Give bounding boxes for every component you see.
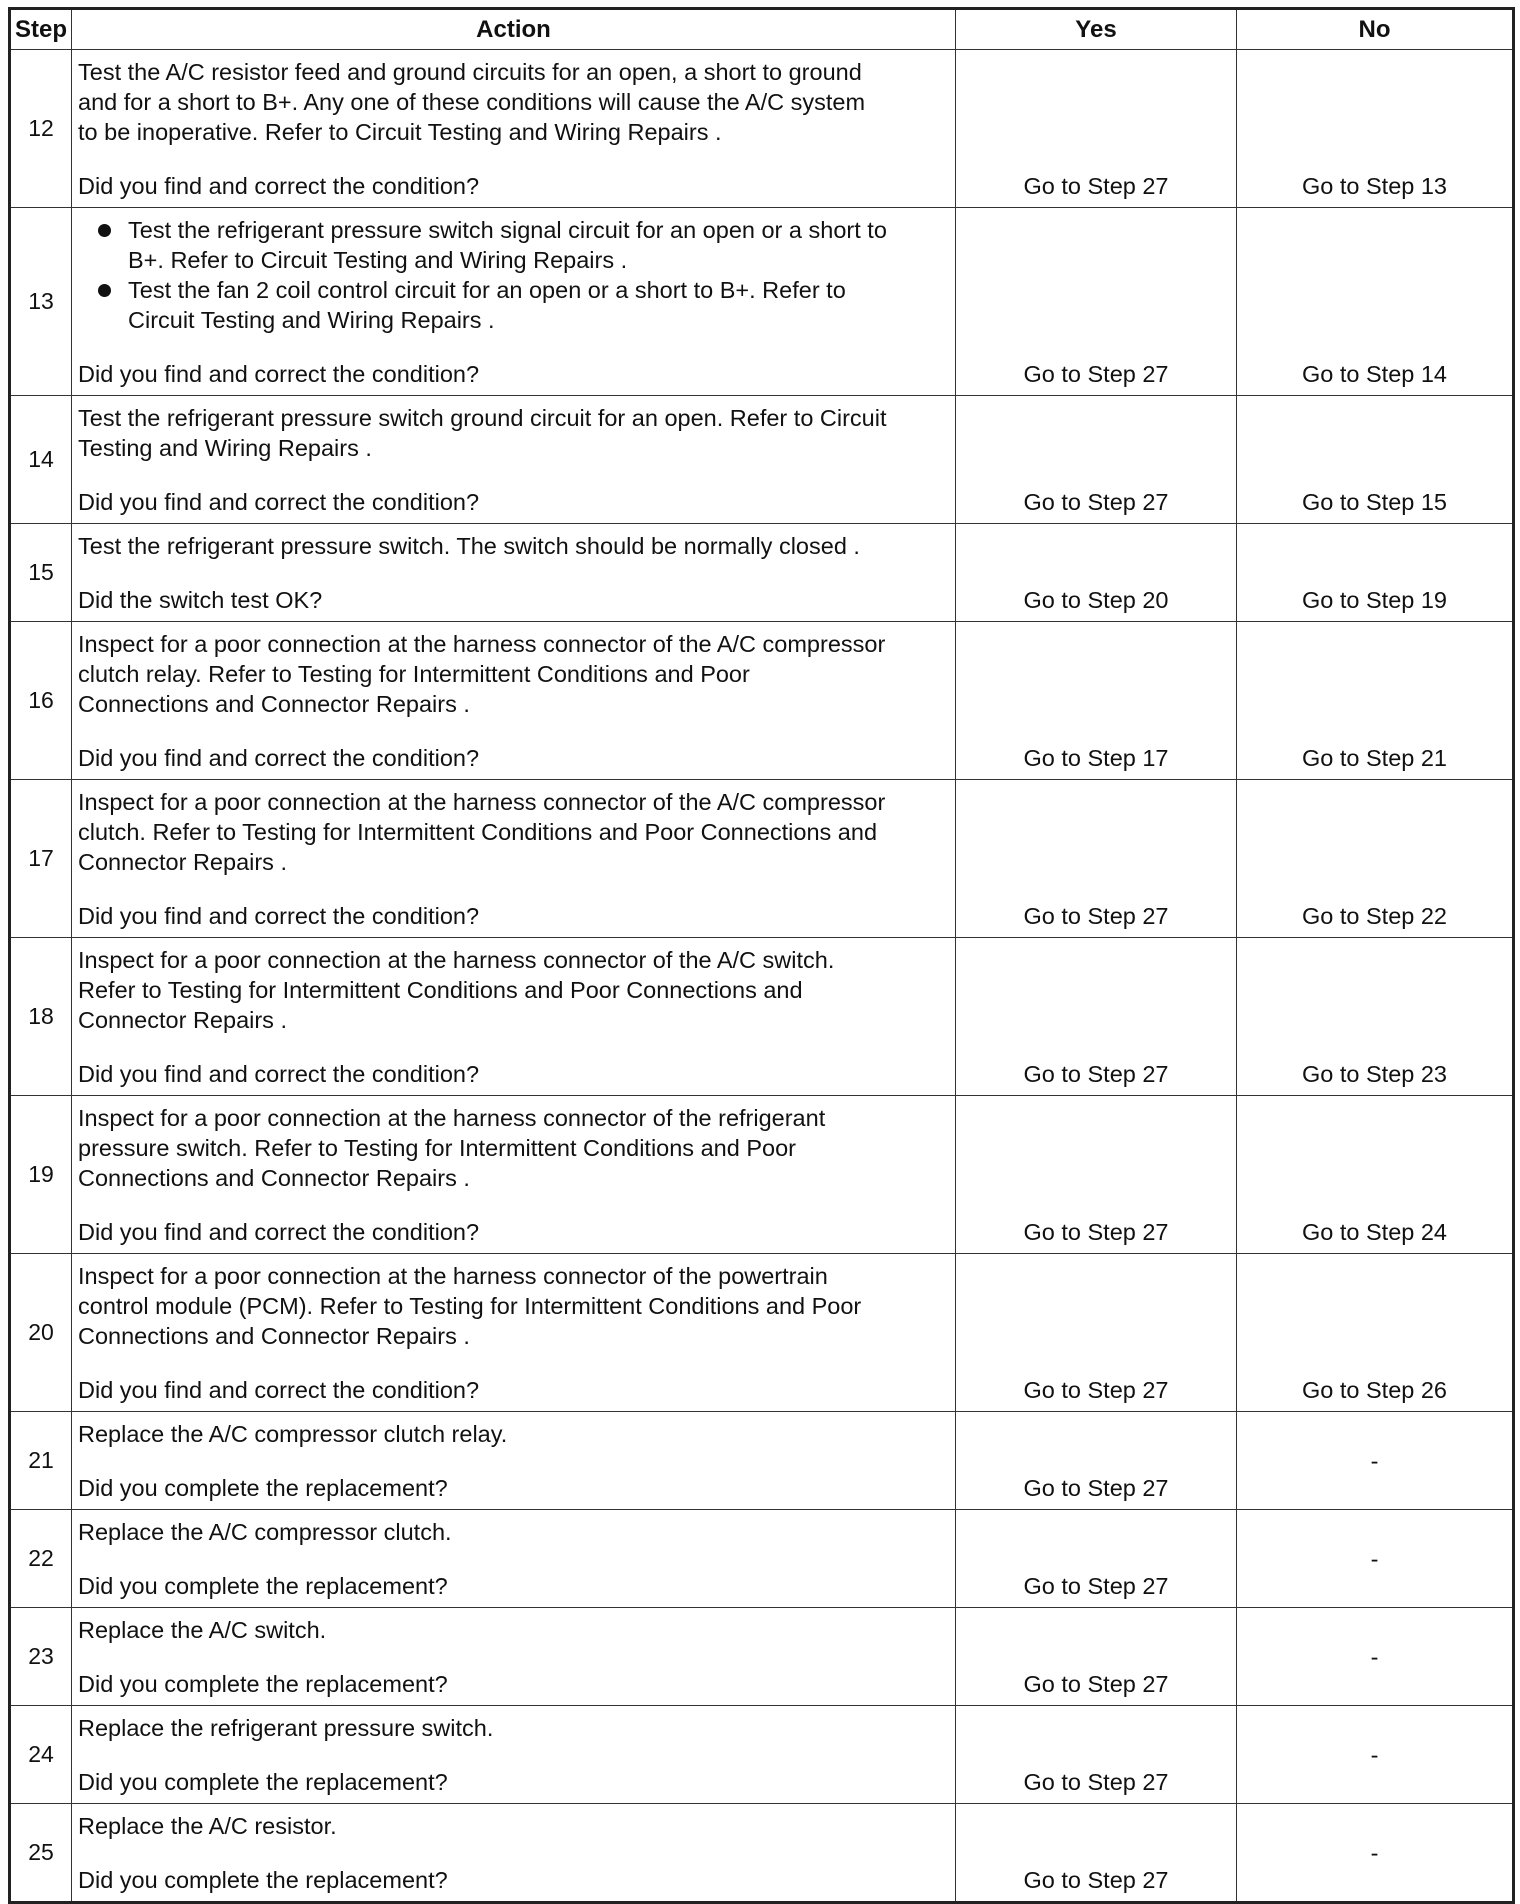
action-cell <box>72 622 956 780</box>
table-body <box>10 50 1514 1903</box>
yes-result-text: Go to Step 27 <box>1023 489 1169 515</box>
step-number: 24 <box>10 1706 72 1804</box>
yes-result <box>956 780 1237 938</box>
bullet-icon <box>98 224 111 237</box>
no-result-text: Go to Step 15 <box>1301 489 1448 515</box>
table-row <box>10 1254 1514 1412</box>
yes-result-text: Go to Step 20 <box>1023 587 1169 613</box>
table-row <box>10 1096 1514 1254</box>
action-cell <box>72 1412 956 1510</box>
action-content <box>78 1510 949 1607</box>
no-result <box>1237 1254 1514 1412</box>
yes-result <box>956 1608 1237 1706</box>
step-number: 22 <box>10 1510 72 1608</box>
action-content <box>78 938 949 1095</box>
action-instruction: Replace the refrigerant pressure switch. <box>78 1715 494 1741</box>
yes-result <box>956 396 1237 524</box>
no-result <box>1237 524 1514 622</box>
step-number: 17 <box>10 780 72 938</box>
action-instruction: Replace the A/C switch. <box>78 1617 327 1643</box>
yes-result-text: Go to Step 27 <box>1023 1867 1169 1893</box>
action-cell <box>72 1608 956 1706</box>
yes-result <box>956 524 1237 622</box>
yes-result-text: Go to Step 27 <box>1023 903 1169 929</box>
action-instruction: Test the A/C resistor feed and ground circuits for an open, a short to ground and for a short to B+. Any one of these conditions will cause the A/C system to be inoperative. Refer to Circuit Testing and Wiring Repairs . <box>78 59 866 145</box>
table-row <box>10 1412 1514 1510</box>
action-cell <box>72 780 956 938</box>
no-result-text: Go to Step 26 <box>1301 1377 1448 1403</box>
action-question: Did you complete the replacement? <box>78 1475 448 1501</box>
no-result <box>1237 1804 1514 1903</box>
action-cell <box>72 1804 956 1903</box>
action-question: Did you find and correct the condition? <box>78 1061 480 1087</box>
action-content <box>78 50 949 207</box>
yes-result <box>956 1804 1237 1903</box>
action-content <box>78 1096 949 1253</box>
action-question: Did you complete the replacement? <box>78 1769 448 1795</box>
action-content <box>78 1412 949 1509</box>
action-instruction: Inspect for a poor connection at the harness connector of the A/C compressor clutch relay. Refer to Testing for Intermittent Conditions and Poor Connections and Connector Repairs . <box>78 631 886 717</box>
yes-result <box>956 1412 1237 1510</box>
action-instruction: Test the refrigerant pressure switch ground circuit for an open. Refer to Circuit Testing and Wiring Repairs . <box>78 405 887 461</box>
yes-result <box>956 1254 1237 1412</box>
yes-result <box>956 1510 1237 1608</box>
table-row <box>10 1706 1514 1804</box>
no-result <box>1237 1412 1514 1510</box>
action-question: Did you find and correct the condition? <box>78 173 480 199</box>
step-number: 19 <box>10 1096 72 1254</box>
table-header <box>10 9 1514 50</box>
no-result <box>1237 622 1514 780</box>
action-cell <box>72 1096 956 1254</box>
no-result <box>1237 1510 1514 1608</box>
no-result-text: Go to Step 22 <box>1301 903 1448 929</box>
no-result-text: - <box>1370 1545 1379 1572</box>
step-number: 21 <box>10 1412 72 1510</box>
step-number: 20 <box>10 1254 72 1412</box>
no-result-text: - <box>1370 1741 1379 1768</box>
no-result-text: Go to Step 24 <box>1301 1219 1448 1245</box>
yes-result-text: Go to Step 27 <box>1023 173 1169 199</box>
action-bullet-text: Test the refrigerant pressure switch signal circuit for an open or a short to B+. Refer to Circuit Testing and Wiring Repairs . <box>128 217 887 273</box>
yes-result-text: Go to Step 27 <box>1023 1061 1169 1087</box>
step-number: 23 <box>10 1608 72 1706</box>
step-number: 14 <box>10 396 72 524</box>
step-number: 25 <box>10 1804 72 1903</box>
no-result <box>1237 1706 1514 1804</box>
table-row <box>10 1804 1514 1903</box>
action-question: Did you complete the replacement? <box>78 1671 448 1697</box>
yes-result <box>956 1096 1237 1254</box>
step-number: 16 <box>10 622 72 780</box>
action-question: Did you find and correct the condition? <box>78 489 480 515</box>
step-number: 13 <box>10 208 72 396</box>
no-result-text: - <box>1370 1839 1379 1866</box>
yes-result-text: Go to Step 27 <box>1023 1573 1169 1599</box>
no-result-text: Go to Step 13 <box>1301 173 1448 199</box>
action-instruction: Replace the A/C resistor. <box>78 1813 337 1839</box>
yes-result-text: Go to Step 27 <box>1023 1377 1169 1403</box>
table-row <box>10 396 1514 524</box>
yes-result <box>956 622 1237 780</box>
no-result-text: - <box>1370 1447 1379 1474</box>
no-result <box>1237 208 1514 396</box>
action-content <box>78 1706 949 1803</box>
step-number: 18 <box>10 938 72 1096</box>
action-cell <box>72 208 956 396</box>
action-instruction: Inspect for a poor connection at the harness connector of the refrigerant pressure switch. Refer to Testing for Intermittent Conditions and Poor Connections and Connector Repairs . <box>78 1105 826 1191</box>
table-row <box>10 780 1514 938</box>
action-cell <box>72 396 956 524</box>
header-no: No <box>1237 9 1514 50</box>
action-content <box>78 1608 949 1705</box>
action-content <box>78 780 949 937</box>
action-question: Did you find and correct the condition? <box>78 1377 480 1403</box>
action-question: Did you find and correct the condition? <box>78 745 480 771</box>
table-row <box>10 208 1514 396</box>
table-row <box>10 50 1514 208</box>
table-row <box>10 938 1514 1096</box>
header-yes: Yes <box>956 9 1237 50</box>
no-result-text: - <box>1370 1643 1379 1670</box>
no-result <box>1237 1096 1514 1254</box>
action-cell <box>72 524 956 622</box>
action-instruction: Replace the A/C compressor clutch relay. <box>78 1421 508 1447</box>
yes-result-text: Go to Step 27 <box>1023 1475 1169 1501</box>
action-question: Did you find and correct the condition? <box>78 1219 480 1245</box>
action-bullet-text: Test the fan 2 coil control circuit for an open or a short to B+. Refer to Circuit Testing and Wiring Repairs . <box>128 277 846 333</box>
yes-result-text: Go to Step 27 <box>1023 361 1169 387</box>
table-row <box>10 622 1514 780</box>
yes-result-text: Go to Step 17 <box>1023 745 1169 771</box>
action-question: Did you find and correct the condition? <box>78 361 480 387</box>
no-result <box>1237 938 1514 1096</box>
action-question: Did you complete the replacement? <box>78 1867 448 1893</box>
yes-result-text: Go to Step 27 <box>1023 1219 1169 1245</box>
yes-result-text: Go to Step 27 <box>1023 1769 1169 1795</box>
action-content <box>78 1254 949 1411</box>
action-content <box>78 622 949 779</box>
action-content <box>78 396 949 523</box>
no-result <box>1237 50 1514 208</box>
header-action: Action <box>72 9 956 50</box>
no-result-text: Go to Step 14 <box>1301 361 1448 387</box>
no-result <box>1237 780 1514 938</box>
header-row <box>10 9 1514 50</box>
action-question: Did you complete the replacement? <box>78 1573 448 1599</box>
action-bullet-item <box>78 215 949 275</box>
no-result <box>1237 396 1514 524</box>
action-instruction: Replace the A/C compressor clutch. <box>78 1519 452 1545</box>
no-result-text: Go to Step 23 <box>1301 1061 1448 1087</box>
action-cell <box>72 1254 956 1412</box>
step-number: 12 <box>10 50 72 208</box>
action-content <box>78 1804 949 1901</box>
action-instruction: Inspect for a poor connection at the harness connector of the A/C switch. Refer to Testing for Intermittent Conditions and Poor Connections and Connector Repairs . <box>78 947 835 1033</box>
bullet-icon <box>98 284 111 297</box>
no-result-text: Go to Step 21 <box>1301 745 1448 771</box>
action-cell <box>72 1510 956 1608</box>
yes-result <box>956 1706 1237 1804</box>
action-cell <box>72 938 956 1096</box>
action-content <box>78 524 949 621</box>
table-row <box>10 1510 1514 1608</box>
header-step: Step <box>10 9 72 50</box>
action-bullet-item <box>78 275 949 335</box>
action-cell <box>72 50 956 208</box>
yes-result <box>956 938 1237 1096</box>
action-content <box>78 208 949 395</box>
yes-result-text: Go to Step 27 <box>1023 1671 1169 1697</box>
action-instruction: Test the refrigerant pressure switch. The switch should be normally closed . <box>78 533 860 559</box>
step-number: 15 <box>10 524 72 622</box>
yes-result <box>956 50 1237 208</box>
table-row <box>10 524 1514 622</box>
action-question: Did the switch test OK? <box>78 587 323 613</box>
action-cell <box>72 1706 956 1804</box>
no-result <box>1237 1608 1514 1706</box>
action-bullet-list <box>78 208 949 335</box>
table-row <box>10 1608 1514 1706</box>
diagnostic-table <box>8 7 1515 1904</box>
no-result-text: Go to Step 19 <box>1301 587 1448 613</box>
action-instruction: Inspect for a poor connection at the harness connector of the powertrain control module (PCM). Refer to Testing for Intermittent Conditions and Poor Connections and Connector Repairs . <box>78 1263 862 1349</box>
action-instruction: Inspect for a poor connection at the harness connector of the A/C compressor clutch. Refer to Testing for Intermittent Conditions and Poor Connections and Connector Repairs . <box>78 789 886 875</box>
action-question: Did you find and correct the condition? <box>78 903 480 929</box>
yes-result <box>956 208 1237 396</box>
